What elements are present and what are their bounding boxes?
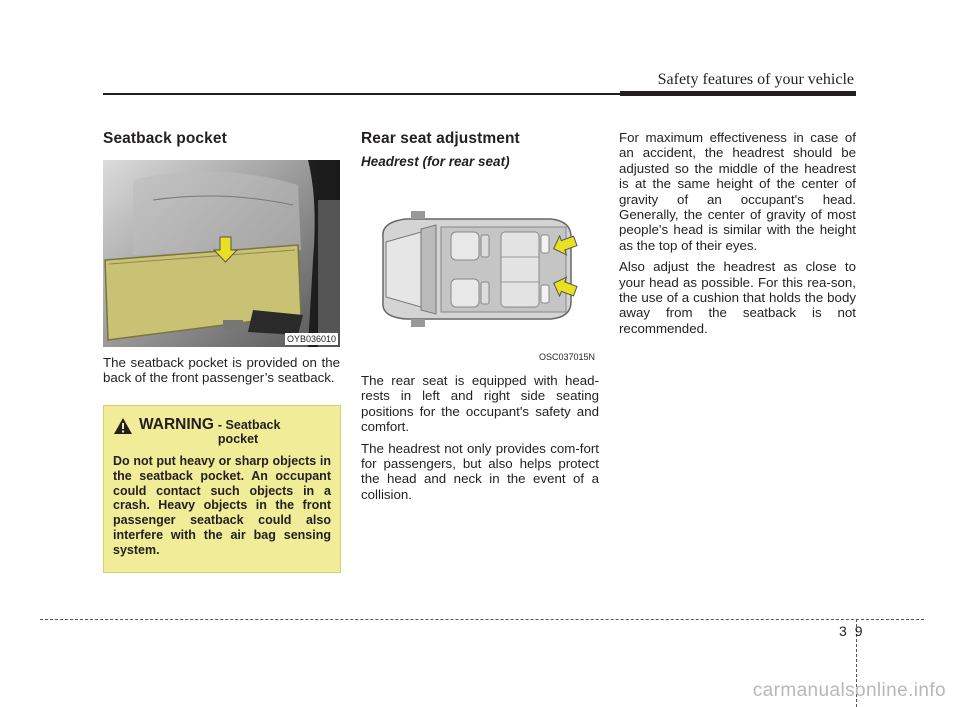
paragraph: For maximum effectiveness in case of an accident, the headrest should be adjusted so the middle of the headrest is at the same height of the center of gravity of an occupant's head. Generally, the center of gravity of most people's head is similar with the height as the top of their eyes. xyxy=(619,130,856,253)
rear-headrest-figure xyxy=(361,177,599,365)
warning-word: WARNING xyxy=(139,416,214,433)
figure-code: OSC037015N xyxy=(538,352,595,362)
car-top-view-illustration xyxy=(361,177,599,365)
column-headrest-adjustment xyxy=(619,130,856,336)
paragraph: The headrest not only provides com-fort for passengers, but also helps protect the head and neck in the event of a collision. xyxy=(361,440,599,502)
paragraph: Also adjust the headrest as close to your head as possible. For this rea-son, the use of a cushion that holds the body away from the seatback is not recommended. xyxy=(619,259,856,336)
seatback-pocket-figure xyxy=(103,160,340,347)
warning-subject: - Seatback pocket xyxy=(217,418,281,446)
warning-triangle-icon xyxy=(113,417,133,435)
page-number: 39 xyxy=(839,623,871,639)
section-heading-seatback-pocket: Seatback pocket xyxy=(103,130,227,147)
warning-text: Do not put heavy or sharp objects in the seatback pocket. An occupant could contact such objects in a crash. Heavy objects in the front passenger seatback could also interfere with the air bag sensing system. xyxy=(113,454,331,557)
column-seatback-pocket xyxy=(103,130,340,386)
warning-box xyxy=(103,405,341,573)
footer-rule xyxy=(40,619,924,620)
column-rear-seat-adjustment xyxy=(361,130,599,502)
section-heading-rear-seat: Rear seat adjustment xyxy=(361,130,520,147)
seatback-illustration xyxy=(103,160,340,347)
figure-code: OYB036010 xyxy=(286,334,336,344)
watermark: carmanualsonline.info xyxy=(752,680,946,701)
paragraph: The seatback pocket is provided on the back of the front passenger’s seatback. xyxy=(103,355,340,386)
header-bar xyxy=(620,91,856,96)
paragraph: The rear seat is equipped with head-rests in left and right side seating positions for the occupant's safety and comfort. xyxy=(361,373,599,435)
header-title: Safety features of your vehicle xyxy=(657,71,854,88)
subheading-headrest: Headrest (for rear seat) xyxy=(361,154,510,169)
